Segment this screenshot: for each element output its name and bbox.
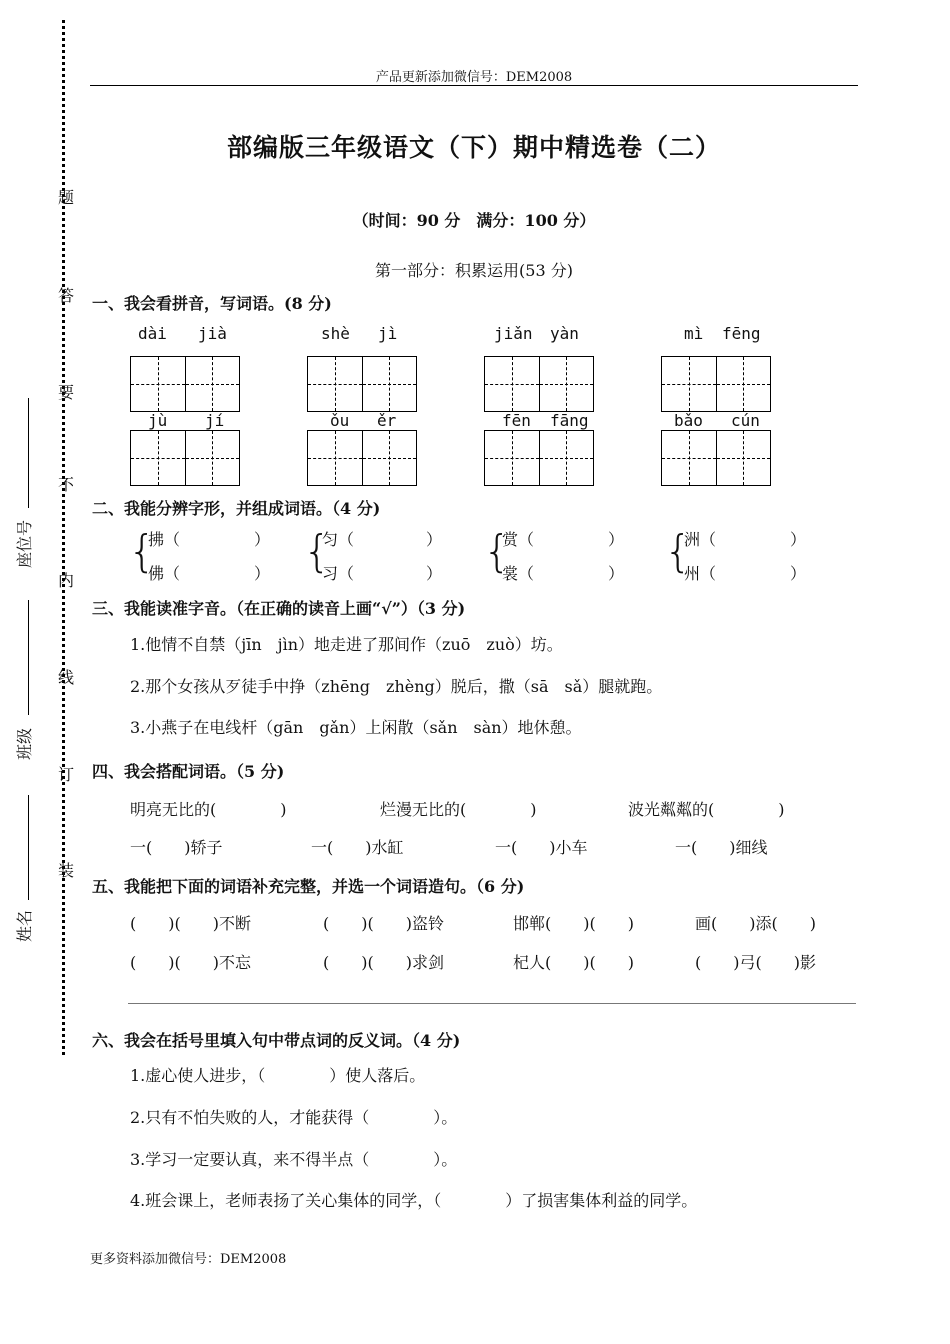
pinyin: jià (198, 324, 227, 343)
question-line: 1.他情不自禁（jīn jìn）地走进了那间作（zuō zuò）坊。 (130, 635, 563, 654)
idiom-item: ( )弓( )影 (695, 953, 816, 972)
section-6-title: 六、我会在括号里填入句中带点词的反义词。（4 分) (92, 1031, 461, 1050)
name-label: 姓名 (15, 909, 34, 942)
exam-time-score: （时间：90 分 满分：100 分） (352, 211, 596, 230)
idiom-item: ( )( )不忘 (130, 953, 251, 972)
char-prompt: 裳（ (502, 564, 535, 583)
question-line: 2.只有不怕失败的人，才能获得（ ）。 (130, 1108, 458, 1127)
margin-char: 订 (58, 765, 75, 784)
seat-number-blank (28, 398, 29, 508)
question-line: 3.小燕子在电线杆（gān gǎn）上闲散（sǎn sàn）地休憩。 (130, 718, 582, 737)
seat-number-label: 座位号 (15, 519, 34, 568)
brace: { (483, 526, 511, 577)
writing-grid[interactable] (130, 356, 240, 412)
pinyin: jí (205, 411, 225, 430)
pinyin: cún (731, 411, 760, 430)
question-line: 3.学习一定要认真，来不得半点（ ）。 (130, 1150, 458, 1169)
close-paren: ） (426, 564, 443, 583)
close-paren: ） (608, 530, 625, 549)
pinyin: fēn (502, 411, 531, 430)
binding-dotted-line (62, 20, 65, 1055)
section-5-title: 五、我能把下面的词语补充完整，并选一个词语造句。（6 分) (92, 877, 525, 896)
pinyin: dài (138, 324, 167, 343)
close-paren: ） (608, 564, 625, 583)
section-1-title: 一、我会看拼音，写词语。(8 分) (92, 294, 332, 313)
writing-grid[interactable] (484, 430, 594, 486)
idiom-item: 画( )添( ) (695, 914, 816, 933)
writing-grid[interactable] (661, 430, 771, 486)
sentence-writing-line[interactable] (128, 1003, 856, 1004)
writing-grid[interactable] (661, 356, 771, 412)
writing-grid[interactable] (307, 430, 417, 486)
class-label: 班级 (15, 727, 34, 760)
page-header: 产品更新添加微信号：DEM2008 (375, 70, 573, 85)
char-prompt: 洲（ (684, 530, 717, 549)
margin-char: 要 (58, 383, 75, 402)
match-item: 波光粼粼的( ) (628, 800, 785, 819)
writing-grid[interactable] (307, 356, 417, 412)
page-footer: 更多资料添加微信号：DEM2008 (90, 1252, 287, 1267)
writing-grid[interactable] (130, 430, 240, 486)
match-item: 一( )轿子 (130, 838, 223, 857)
char-prompt: 州（ (684, 564, 717, 583)
header-rule (90, 85, 858, 86)
char-prompt: 习（ (322, 564, 355, 583)
pinyin: jù (148, 411, 168, 430)
pinyin: jì (378, 324, 398, 343)
question-line: 4.班会课上，老师表扬了关心集体的同学，（ ）了损害集体利益的同学。 (130, 1191, 698, 1210)
idiom-item: ( )( )求剑 (323, 953, 444, 972)
idiom-item: 杞人( )( ) (513, 953, 634, 972)
class-blank (28, 600, 29, 715)
match-item: 一( )细线 (675, 838, 768, 857)
pinyin: fēng (722, 324, 761, 343)
char-prompt: 拂（ (148, 530, 181, 549)
close-paren: ） (254, 530, 271, 549)
section-4-title: 四、我会搭配词语。（5 分) (92, 762, 285, 781)
char-prompt: 赏（ (502, 530, 535, 549)
margin-char: 内 (58, 571, 75, 590)
question-line: 1.虚心使人进步，（ ）使人落后。 (130, 1066, 426, 1085)
pinyin: fāng (550, 411, 589, 430)
brace: { (664, 526, 692, 577)
margin-char: 答 (58, 286, 75, 305)
writing-grid[interactable] (484, 356, 594, 412)
brace: { (303, 526, 331, 577)
idiom-item: ( )( )盗铃 (323, 914, 444, 933)
pinyin: ǒu (330, 411, 350, 430)
close-paren: ） (254, 564, 271, 583)
char-prompt: 佛（ (148, 564, 181, 583)
pinyin: yàn (550, 324, 579, 343)
char-prompt: 匀（ (322, 530, 355, 549)
match-item: 明亮无比的( ) (130, 800, 287, 819)
section-2-title: 二、我能分辨字形，并组成词语。（4 分) (92, 499, 381, 518)
name-blank (28, 795, 29, 900)
close-paren: ） (790, 564, 807, 583)
match-item: 一( )水缸 (311, 838, 404, 857)
page-title: 部编版三年级语文（下）期中精选卷（二） (226, 133, 721, 162)
brace: { (128, 526, 156, 577)
idiom-item: 邯郸( )( ) (513, 914, 634, 933)
close-paren: ） (790, 530, 807, 549)
match-item: 烂漫无比的( ) (380, 800, 537, 819)
pinyin: mì (684, 324, 704, 343)
match-item: 一( )小车 (495, 838, 588, 857)
margin-char: 装 (58, 861, 75, 880)
pinyin: jiǎn (494, 324, 533, 343)
margin-char: 不 (58, 475, 75, 494)
pinyin: bǎo (674, 411, 703, 430)
pinyin: ěr (377, 411, 397, 430)
idiom-item: ( )( )不断 (130, 914, 251, 933)
part-heading: 第一部分：积累运用(53 分) (375, 261, 573, 280)
question-line: 2.那个女孩从歹徒手中挣（zhēng zhèng）脱后，撒（sā sǎ）腿就跑。 (130, 677, 663, 696)
pinyin: shè (321, 324, 350, 343)
margin-char: 题 (58, 188, 75, 207)
close-paren: ） (426, 530, 443, 549)
section-3-title: 三、我能读准字音。（在正确的读音上画“√”）（3 分) (92, 599, 466, 618)
margin-char: 线 (58, 668, 75, 687)
